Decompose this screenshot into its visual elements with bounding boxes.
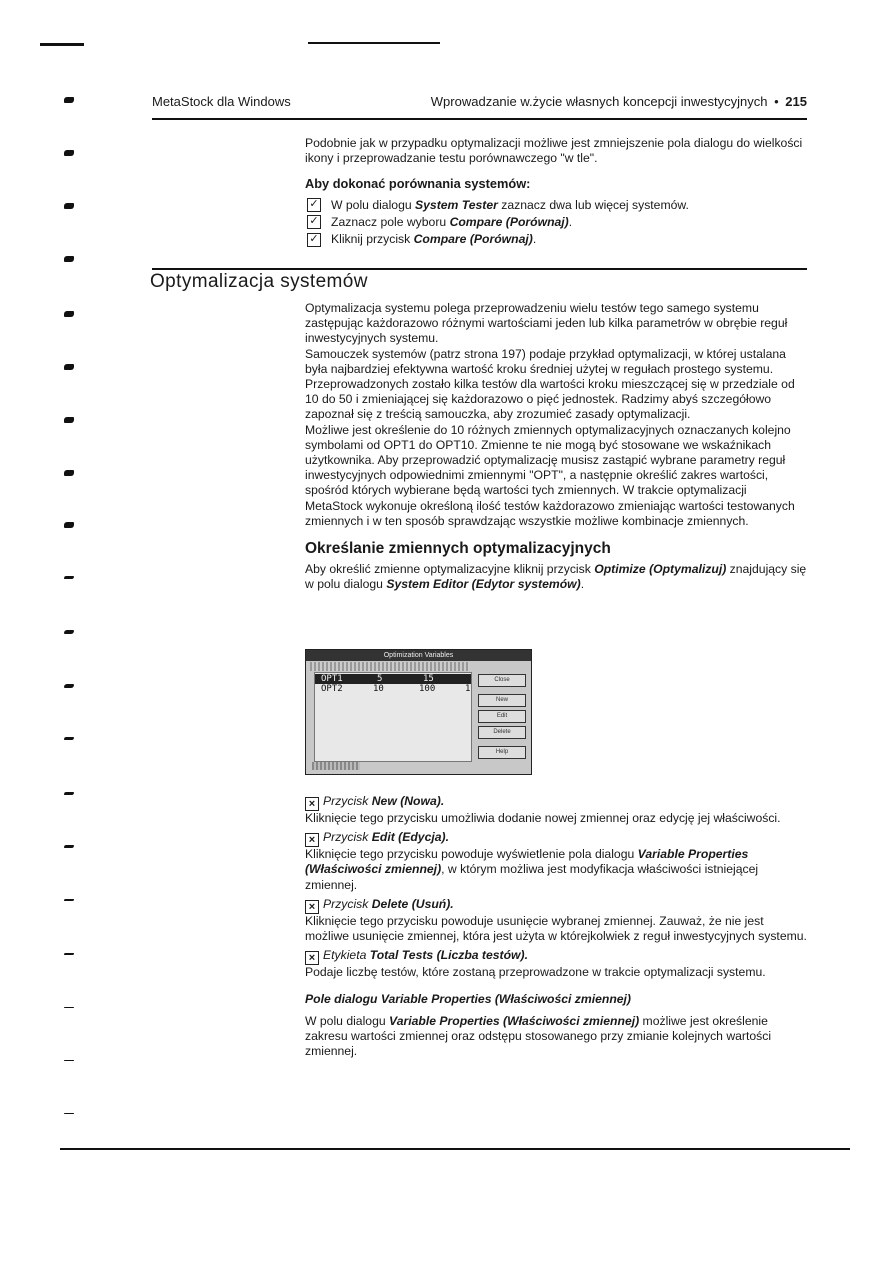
step-pre: W polu dialogu	[331, 197, 416, 212]
variable-properties-ref: Variable Properties (Właściwości zmiennej)	[305, 847, 749, 877]
margin-bullet	[64, 97, 74, 103]
optimization-variables-dialog	[305, 649, 532, 775]
step-pre: Kliknij przycisk	[331, 232, 414, 247]
desc-item-new	[305, 794, 807, 826]
section-rule	[152, 268, 807, 270]
compare-step	[305, 232, 807, 247]
text-span: możliwe jest określenie zakresu wartości zmiennej oraz odstępu stosowanego przy zmianie kolejnych wartości zmiennej.	[305, 1013, 772, 1059]
intro-paragraph: Podobnie jak w przypadku optymalizacji możliwe jest zmniejszenie pola dialogu do wielkości ikony i przeprowadzanie testu porównawczego "w tle".	[305, 136, 803, 166]
item-label: Przycisk	[323, 896, 372, 911]
margin-bullet	[64, 737, 74, 740]
running-header-left: MetaStock dla Windows	[152, 94, 291, 109]
margin-bullet	[64, 417, 74, 423]
margin-bullet	[64, 311, 74, 317]
margin-bullet	[64, 256, 74, 262]
system-editor-ref: System Editor (Edytor systemów)	[386, 577, 581, 592]
margin-bullet	[64, 845, 74, 848]
text-span: Aby określić zmienne optymalizacyjne kliknij przycisk	[305, 562, 595, 577]
running-header-bullet: •	[774, 94, 779, 109]
variable-max: 15	[423, 674, 434, 684]
margin-bullet	[64, 899, 74, 901]
delete-button[interactable]: Delete	[478, 726, 526, 739]
item-em: Total Tests (Liczba testów).	[369, 948, 528, 963]
help-button[interactable]: Help	[478, 746, 526, 759]
step-text	[331, 215, 572, 230]
checkbox-icon: ✓	[307, 233, 321, 247]
step-pre: Zaznacz pole wyboru	[331, 214, 450, 229]
intro-block	[305, 136, 807, 249]
body-paragraph: Samouczek systemów (patrz strona 197) podaje przykład optymalizacji, w której ustalana była najbardziej efektywna wartość kroku średniej użytej w regułach prostego systemu. Przeprowadzonych zostało kilka testów dla wartości kroku mieszczącej się w przedziale od 10 do 50 i zmieniającej się każdorazowo o pięć jednostek. Radzimy abyś szczegółowo zapoznał się z treścią samouczka, aby zrozumieć zasady optymalizacji.	[305, 346, 795, 422]
desc-item-delete	[305, 897, 807, 944]
desc-item-edit	[305, 830, 807, 893]
text-span: Kliknięcie tego przycisku powoduje wyświetlenie pola dialogu	[305, 847, 638, 862]
variable-name: OPT1	[321, 674, 343, 684]
desc-item-total-tests	[305, 948, 807, 980]
variable-properties-ref: Variable Properties (Właściwości zmiennej)	[389, 1013, 640, 1028]
step-post: zaznacz dwa lub więcej systemów.	[497, 197, 689, 212]
variable-step: 1	[465, 684, 471, 694]
body-paragraph: Możliwe jest określenie do 10 różnych zmiennych optymalizacyjnych oznaczanych kolejno symbolami od OPT1 do OPT10. Zmienne te nie mogą być stosowane we wskaźnikach użytkownika. Aby przeprowadzić optymalizację musisz zastąpić wybrane parametry reguł inwestycyjnych odpowiednimi zmiennymi "OPT", a następnie określić zakres wartości, spośród których wybierane będą wartości tych zmiennych. W trakcie optymalizacji MetaStock wykonuje określoną ilość testów każdorazowo zmieniając wartości testowanych zmiennych i w ten sposób sprawdzając wszystkie możliwe kombinacje zmiennych.	[305, 422, 795, 528]
compare-heading: Aby dokonać porównania systemów:	[305, 176, 531, 192]
cross-box-icon: ×	[305, 900, 319, 914]
step-post: .	[532, 232, 537, 247]
text-span: W polu dialogu	[305, 1013, 390, 1028]
margin-bullet	[64, 150, 74, 156]
step-em: Compare (Porównaj)	[413, 232, 533, 247]
margin-bullet	[64, 1007, 74, 1008]
variable-min: 10	[373, 684, 384, 694]
edit-button[interactable]: Edit	[478, 710, 526, 723]
subsection-title: Określanie zmiennych optymalizacyjnych	[305, 540, 611, 558]
margin-bullet	[64, 576, 74, 579]
cross-box-icon: ×	[305, 951, 319, 965]
section-title: Optymalizacja systemów	[150, 271, 368, 292]
body-paragraph: Optymalizacja systemu polega przeprowadzeniu wielu testów tego samego systemu zastępując każdorazowo różnymi wartościami jeden lub kilka parametrów w obrębie reguł inwestycyjnych systemu.	[305, 301, 788, 346]
variable-row-selected[interactable]	[315, 674, 471, 684]
subsection-paragraph	[305, 562, 807, 592]
margin-bullet	[64, 630, 74, 634]
running-header-right	[394, 94, 807, 109]
margin-bullet	[64, 1060, 74, 1061]
item-desc: Podaje liczbę testów, które zostaną przeprowadzone w trakcie optymalizacji systemu.	[305, 965, 766, 980]
compare-step	[305, 215, 807, 230]
step-text	[331, 198, 689, 213]
variable-name: OPT2	[321, 684, 343, 694]
margin-bullet	[64, 953, 74, 955]
step-text	[331, 232, 536, 247]
variables-list[interactable]	[314, 672, 472, 762]
cross-box-icon: ×	[305, 833, 319, 847]
margin-bullet	[64, 470, 74, 476]
text-span: znajdujący się w polu dialogu	[305, 562, 807, 592]
text-span: .	[580, 577, 585, 592]
margin-bullet	[64, 792, 74, 795]
item-desc: Kliknięcie tego przycisku powoduje usunięcie wybranej zmiennej. Zauważ, że nie jest możliwe usunięcie zmiennej, która jest użyta w którejkolwiek z reguł inwestycyjnych systemu.	[305, 913, 807, 944]
page-number: 215	[785, 94, 807, 109]
new-button[interactable]: New	[478, 694, 526, 707]
dialog-title: Optimization Variables	[306, 650, 531, 661]
variable-properties-paragraph	[305, 1014, 807, 1060]
item-label: Przycisk	[323, 830, 372, 845]
variable-properties-heading: Pole dialogu Variable Properties (Właściwości zmiennej)	[305, 992, 631, 1007]
margin-bullet	[64, 1113, 74, 1114]
item-em: Delete (Usuń).	[371, 896, 454, 911]
cross-box-icon: ×	[305, 797, 319, 811]
variable-min: 5	[377, 674, 383, 684]
running-header-title: Wprowadzanie w.życie własnych koncepcji inwestycyjnych	[430, 94, 768, 109]
variable-max: 100	[419, 684, 436, 694]
step-em: System Tester	[415, 197, 498, 212]
top-left-mark	[40, 43, 84, 46]
step-post: .	[568, 214, 573, 229]
margin-bullet	[64, 684, 74, 688]
close-button[interactable]: Close	[478, 674, 526, 687]
variable-row[interactable]	[315, 684, 471, 694]
compare-steps	[305, 198, 807, 248]
text-span: , w którym możliwa jest modyfikacja właściwości istniejącej zmiennej.	[305, 862, 759, 892]
item-label: Etykieta	[323, 948, 370, 963]
checkbox-icon: ✓	[307, 198, 321, 212]
compare-step	[305, 198, 807, 213]
optimization-body	[305, 301, 807, 593]
margin-bullet	[64, 522, 74, 528]
total-tests-label	[312, 762, 360, 770]
item-label: Przycisk	[323, 794, 372, 808]
item-em: New (Nowa).	[371, 794, 445, 808]
margin-bullet	[64, 203, 74, 209]
item-em: Edit (Edycja).	[371, 830, 449, 845]
item-desc: Kliknięcie tego przycisku umożliwia dodanie nowej zmiennej oraz edycję jej właściwości.	[305, 811, 781, 825]
optimize-ref: Optimize (Optymalizuj)	[594, 562, 727, 577]
checkbox-icon: ✓	[307, 215, 321, 229]
footer-rule	[60, 1148, 850, 1150]
top-scan-line	[308, 42, 440, 44]
button-descriptions	[305, 794, 807, 1059]
item-desc	[305, 847, 807, 893]
margin-bullet	[64, 364, 74, 370]
step-em: Compare (Porównaj)	[449, 214, 569, 229]
header-rule	[152, 118, 807, 120]
dialog-column-headers	[310, 662, 470, 671]
